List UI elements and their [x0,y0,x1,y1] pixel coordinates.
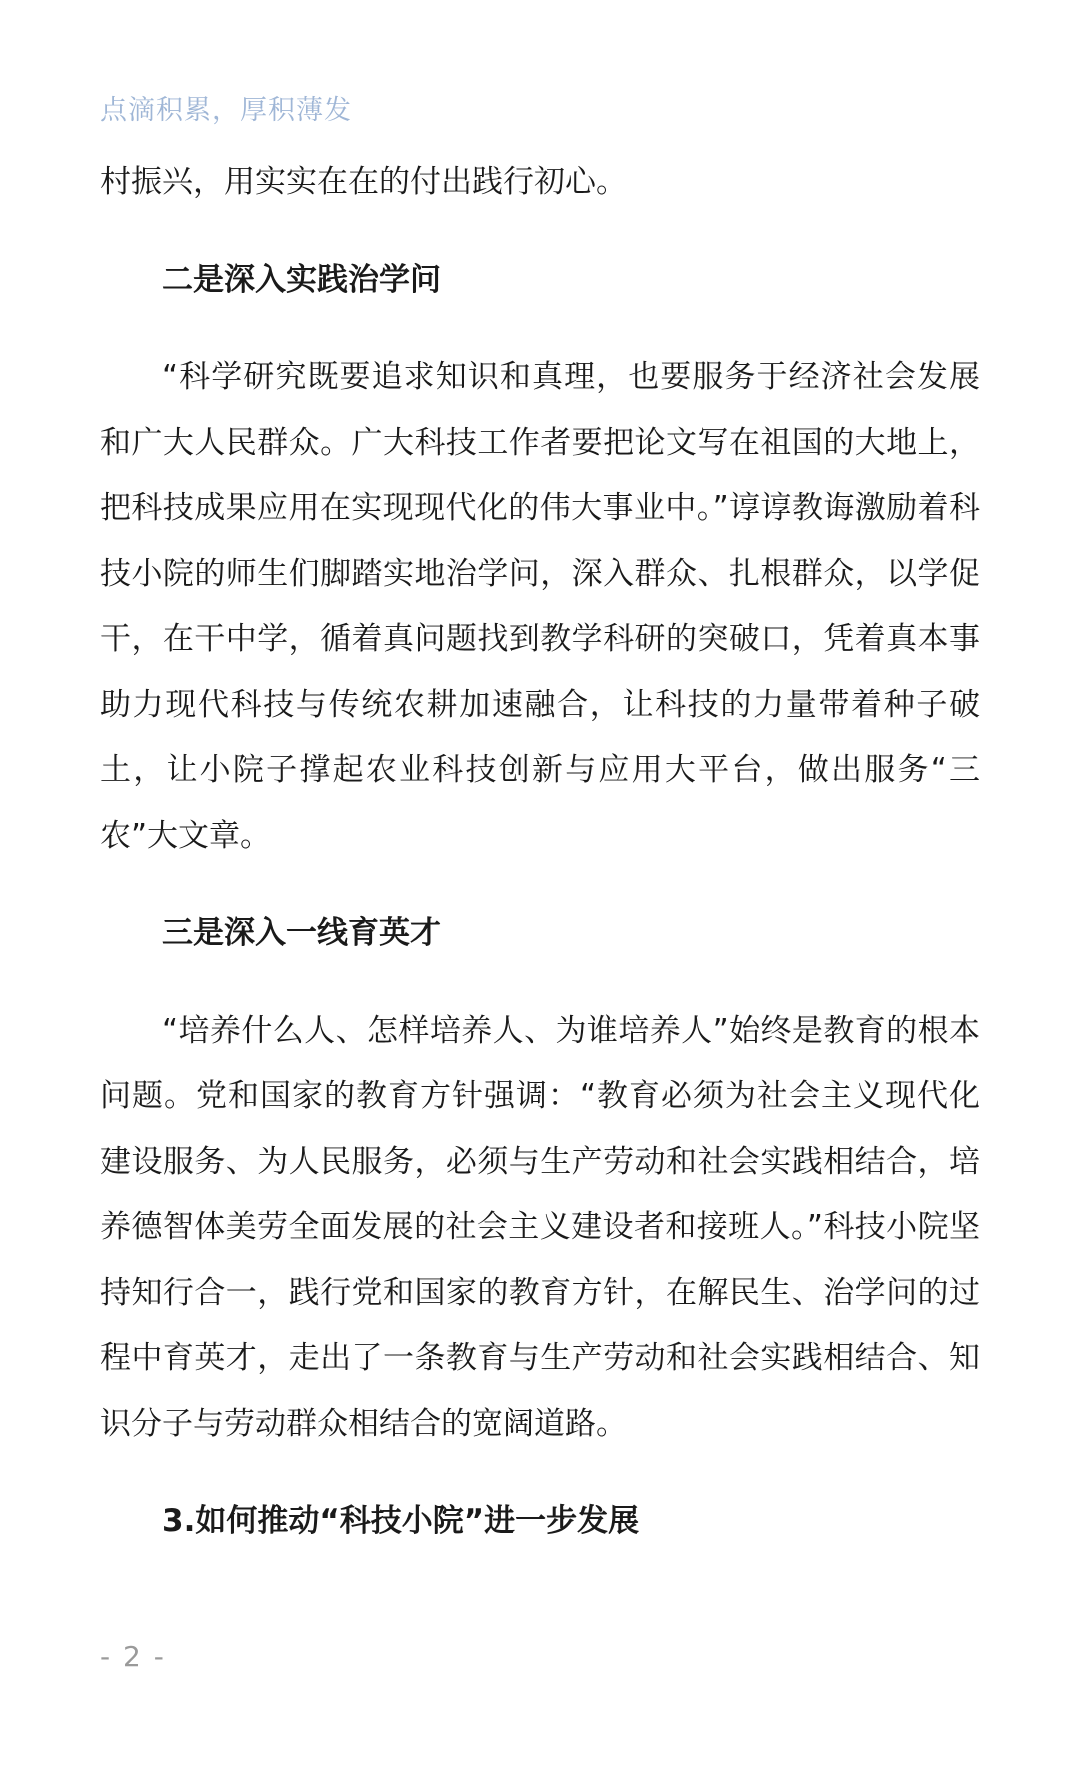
continuation-paragraph: 村振兴，用实实在在的付出践行初心。 [100,164,627,200]
document-body [100,150,980,1587]
section-paragraph-practice: “科学研究既要追求知识和真理，也要服务于经济社会发展和广大人民群众。广大科技工作者要把论文写在祖国的大地上，把科技成果应用在实现现代化的伟大事业中。”谆谆教诲激励着科技小院的师生们脚踏实地治学问，深入群众、扎根群众，以学促干，在干中学，循着真问题找到教学科研的突破口，凭着真本事助力现代科技与传统农耕加速融合，让科技的力量带着种子破土，让小院子撑起农业科技创新与应用大平台，做出服务“三农”大文章。 [100,359,980,854]
section-heading-development: 3.如何推动“科技小院”进一步发展 [162,1503,640,1539]
section-paragraph-talent: “培养什么人、怎样培养人、为谁培养人”始终是教育的根本问题。党和国家的教育方针强调：“教育必须为社会主义现代化建设服务、为人民服务，必须与生产劳动和社会实践相结合，培养德智体美劳全面发展的社会主义建设者和接班人。”科技小院坚持知行合一，践行党和国家的教育方针，在解民生、治学问的过程中育英才，走出了一条教育与生产劳动和社会实践相结合、知识分子与劳动群众相结合的宽阔道路。 [100,1012,980,1442]
section-heading-talent: 三是深入一线育英才 [162,915,441,951]
section-heading-practice: 二是深入实践治学问 [162,261,441,298]
header-motto: 点滴积累，厚积薄发 [100,95,352,126]
page-number: - 2 - [100,1640,166,1673]
